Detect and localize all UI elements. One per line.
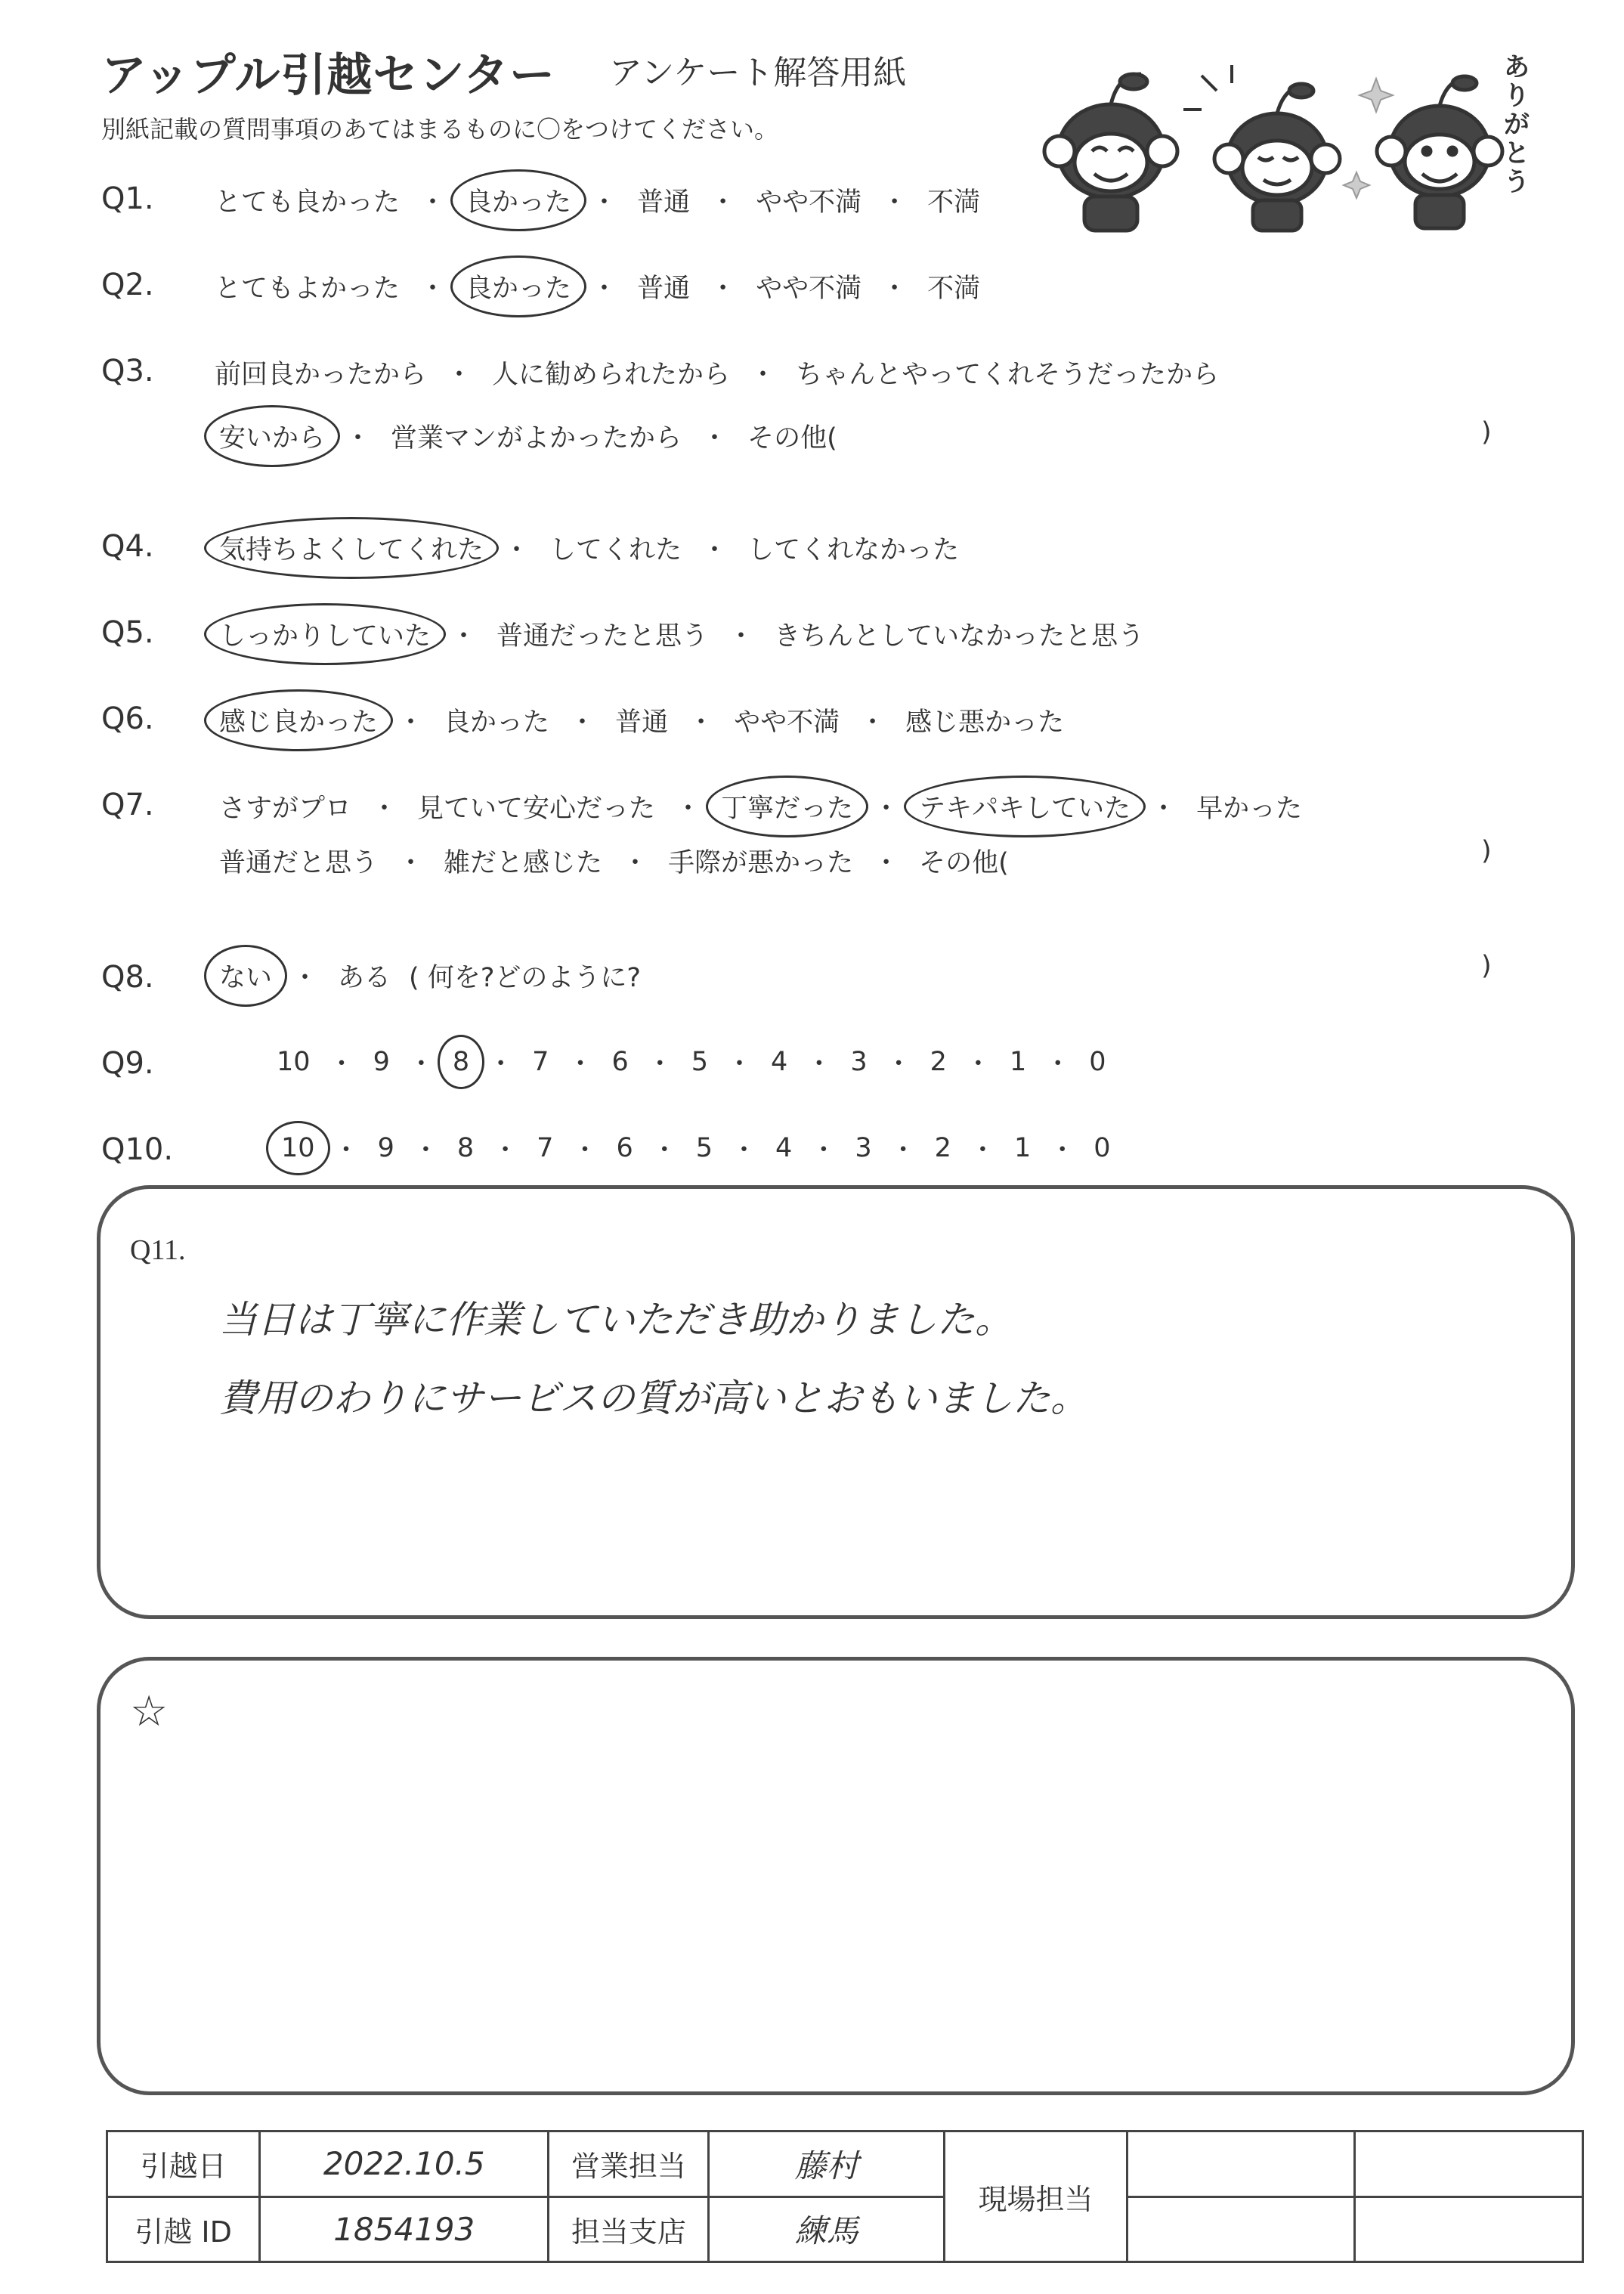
q7-option[interactable]: 早かった [1196,794,1303,824]
q3-option[interactable]: 人に勧められたから [492,360,731,390]
q10-label: Q10. [101,1132,174,1167]
info-table [106,2130,1584,2263]
q10-option-selected[interactable]: 10 [281,1133,315,1163]
q4-option[interactable]: してくれた [549,535,682,565]
q10-option[interactable]: 3 [855,1133,872,1163]
q7-option[interactable]: 普通だと思う [219,848,379,878]
q7-option[interactable]: 見ていて安心だった [417,794,656,824]
q2-option[interactable]: やや不満 [756,274,862,304]
sales-rep-value[interactable]: 藤村 [709,2131,945,2197]
branch-value[interactable]: 練馬 [709,2196,945,2262]
q10-option[interactable]: 9 [377,1133,394,1163]
q9-option[interactable]: 2 [930,1047,947,1077]
site-staff-cell[interactable] [1128,2131,1355,2197]
q1-option-selected[interactable]: 良かった [466,181,571,219]
site-staff-cell[interactable] [1355,2131,1583,2197]
site-staff-label: 現場担当 [945,2131,1128,2262]
form-title: アンケート解答用紙 [609,54,907,92]
company-name: アップル引越センター [101,49,555,102]
move-id-label: 引越 ID [107,2196,260,2262]
q9-label: Q9. [101,1046,154,1081]
q10-option[interactable]: 4 [775,1133,793,1163]
q6-option[interactable]: 良かった [444,707,550,738]
mascot-illustration [1028,38,1530,234]
q3-option[interactable]: ちゃんとやってくれそうだったから [796,360,1220,390]
q3-option-other[interactable]: その他( [747,423,837,454]
move-date-value[interactable]: 2022.10.5 [260,2131,549,2197]
q5-options: しっかりしていた ・ 普通だったと思う ・ きちんとしていなかったと思う [219,615,1144,653]
q5-option-selected[interactable]: しっかりしていた [219,615,431,653]
q9-option[interactable]: 7 [532,1047,549,1077]
q9-option[interactable]: 10 [277,1047,311,1077]
q8-option-detail[interactable]: ( 何を?どのように? [409,963,641,993]
q7-option[interactable]: さすがプロ [219,794,352,824]
q2-label: Q2. [101,268,154,302]
q7-option-other[interactable]: その他( [919,848,1009,878]
q3-option[interactable]: 営業マンがよかったから [391,423,682,454]
q11-handwritten-line1: 当日は丁寧に作業していただき助かりました。 [219,1298,1013,1342]
q7-options-line2: 普通だと思う ・ 雑だと感じた ・ 手際が悪かった ・ その他( [219,842,1009,880]
q11-handwritten-line2: 費用のわりにサービスの質が高いとおもいました。 [219,1376,1088,1420]
q1-option[interactable]: 不満 [927,187,981,218]
q4-options: 気持ちよくしてくれた ・ してくれた ・ してくれなかった [219,529,959,567]
move-date-label: 引越日 [107,2131,260,2197]
q9-option[interactable]: 5 [691,1047,709,1077]
q9-option[interactable]: 9 [373,1047,390,1077]
q9-option[interactable]: 0 [1089,1047,1106,1077]
q7-option-selected[interactable]: 丁寧だった [721,788,853,825]
move-id-value[interactable]: 1854193 [260,2196,549,2262]
q6-label: Q6. [101,701,154,736]
q7-options-line1: さすがプロ ・ 見ていて安心だった ・ 丁寧だった ・ テキパキしていた ・ 早かった [219,788,1302,825]
q8-option-selected[interactable]: ない [219,957,272,995]
q6-options: 感じ良かった ・ 良かった ・ 普通 ・ やや不満 ・ 感じ悪かった [219,701,1064,739]
monkey-mascots-icon [1028,38,1527,234]
q3-option[interactable]: 前回良かったから [215,360,427,390]
q7-option[interactable]: 手際が悪かった [668,848,854,878]
q10-option[interactable]: 2 [934,1133,951,1163]
q9-option[interactable]: 3 [850,1047,868,1077]
q7-option-selected[interactable]: テキパキしていた [919,788,1131,825]
q5-option[interactable]: きちんとしていなかったと思う [774,621,1145,652]
q8-option[interactable]: ある [338,963,391,993]
q1-label: Q1. [101,181,154,216]
q6-option[interactable]: 感じ悪かった [905,707,1065,738]
q5-option[interactable]: 普通だったと思う [496,621,709,652]
q3-label: Q3. [101,354,154,389]
q1-option[interactable]: とても良かった [215,187,401,218]
q10-option[interactable]: 7 [537,1133,554,1163]
q4-label: Q4. [101,529,154,564]
site-staff-cell[interactable] [1128,2196,1355,2262]
q3-options-line1: 前回良かったから ・ 人に勧められたから ・ ちゃんとやってくれそうだったから [215,354,1219,392]
q8-close-paren: ) [1481,951,1492,981]
q10-options: 10 ・ 9 ・ 8 ・ 7 ・ 6 ・ 5 ・ 4 ・ 3 ・ 2 ・ 1 ・ 0 [281,1133,1111,1166]
q10-option[interactable]: 6 [616,1133,633,1163]
q10-option[interactable]: 5 [695,1133,713,1163]
q6-option-selected[interactable]: 感じ良かった [219,701,378,739]
q8-label: Q8. [101,960,154,995]
q2-option-selected[interactable]: 良かった [466,268,571,305]
q9-option-selected[interactable]: 8 [452,1047,470,1077]
q3-close-paren: ) [1481,417,1492,447]
q8-options: ない ・ ある ( 何を?どのように? [219,957,641,995]
q2-option[interactable]: とてもよかった [215,274,401,304]
q7-option[interactable]: 雑だと感じた [444,848,603,878]
mascot-caption: ありがとう [1504,52,1530,197]
q1-option[interactable]: やや不満 [756,187,862,218]
q4-option[interactable]: してくれなかった [747,535,960,565]
q5-label: Q5. [101,615,154,650]
q7-close-paren: ) [1481,836,1492,866]
q9-option[interactable]: 4 [771,1047,788,1077]
site-staff-cell[interactable] [1355,2196,1583,2262]
q10-option[interactable]: 1 [1013,1133,1032,1163]
q1-options: とても良かった ・ 良かった ・ 普通 ・ やや不満 ・ 不満 [215,181,980,219]
q3-options-line2: 安いから ・ 営業マンがよかったから ・ その他( [219,417,837,455]
sales-rep-label: 営業担当 [549,2131,709,2197]
star-icon: ☆ [130,1687,169,1736]
q2-option[interactable]: 普通 [637,274,691,304]
q2-options: とてもよかった ・ 良かった ・ 普通 ・ やや不満 ・ 不満 [215,268,980,305]
q11-label: Q11. [130,1234,186,1266]
q7-label: Q7. [101,788,154,822]
star-comment-box[interactable] [97,1657,1575,2095]
q6-option[interactable]: やや不満 [734,707,840,738]
q1-option[interactable]: 普通 [637,187,691,218]
q9-option[interactable]: 1 [1009,1047,1027,1077]
q10-option[interactable]: 8 [456,1133,475,1163]
q3-option-selected[interactable]: 安いから [219,417,325,455]
q4-option-selected[interactable]: 気持ちよくしてくれた [219,529,484,567]
branch-label: 担当支店 [549,2196,709,2262]
q6-option[interactable]: 普通 [615,707,669,738]
q2-option[interactable]: 不満 [927,274,981,304]
q9-option[interactable]: 6 [611,1047,629,1077]
q9-options: 10 ・ 9 ・ 8 ・ 7 ・ 6 ・ 5 ・ 4 ・ 3 ・ 2 ・ 1 ・ 0 [277,1047,1106,1079]
instruction-text: 別紙記載の質問事項のあてはまるものに〇をつけてください。 [101,115,779,144]
q10-option[interactable]: 0 [1093,1133,1111,1163]
